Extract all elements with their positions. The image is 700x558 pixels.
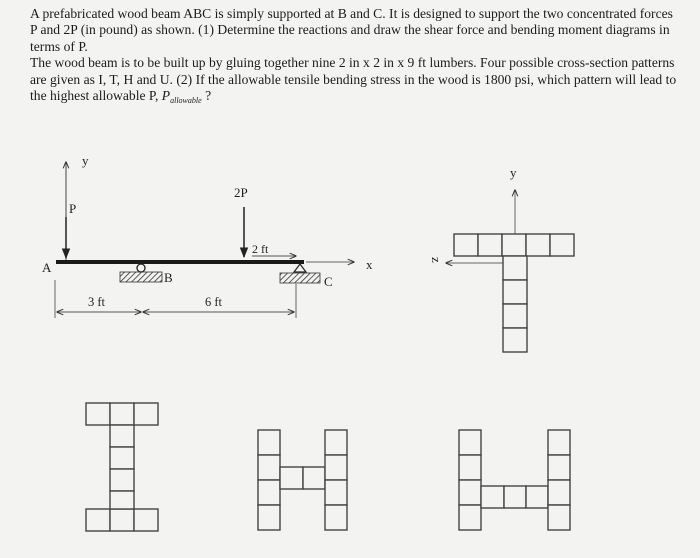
t-block xyxy=(454,234,478,256)
u-block xyxy=(548,480,570,505)
problem-part2: The wood beam is to be built up by gluing together nine 2 in x 2 in x 9 ft lumbers. Four possible cross-section patterns are given as I, T, H and U. (2) If the allowable tensile bending stress in the wood is 1800 psi, which pattern will lead to the highest allowable P, $P_{allowable}$ ? xyxy=(30,55,677,106)
t-block xyxy=(502,234,526,256)
h-block xyxy=(325,505,347,530)
u-block xyxy=(459,505,481,530)
force-p-label: P xyxy=(69,201,77,216)
h-block xyxy=(325,430,347,455)
dim-ab-label: 3 ft xyxy=(88,295,106,309)
i-section xyxy=(86,403,158,531)
point-b-label: B xyxy=(164,270,173,285)
t-block xyxy=(503,328,527,352)
i-block xyxy=(110,509,134,531)
h-block xyxy=(303,467,325,489)
i-block xyxy=(110,403,134,425)
t-block xyxy=(526,234,550,256)
u-block xyxy=(548,455,570,480)
i-block xyxy=(86,403,110,425)
dim-bc-label: 6 ft xyxy=(205,295,223,309)
t-block xyxy=(503,280,527,304)
t-block xyxy=(550,234,574,256)
i-block xyxy=(110,469,134,491)
h-block xyxy=(258,430,280,455)
i-block xyxy=(110,491,134,509)
h-block xyxy=(258,505,280,530)
u-block xyxy=(481,486,504,508)
y-axis-label: y xyxy=(82,153,89,168)
t-block xyxy=(478,234,502,256)
beam xyxy=(56,260,304,264)
i-block xyxy=(110,425,134,447)
h-block xyxy=(325,480,347,505)
pin-b xyxy=(137,264,145,272)
i-block xyxy=(110,447,134,469)
beam-diagram xyxy=(42,153,373,318)
problem-part1: A prefabricated wood beam ABC is simply supported at B and C. It is designed to support the two concentrated forces P and 2P (in pound) as shown. (1) Determine the reactions and draw the shear force and bending moment diagrams in terms of P. xyxy=(30,6,673,54)
support-c xyxy=(280,273,320,283)
t-z-label: z xyxy=(429,257,444,263)
point-c-label: C xyxy=(324,274,333,289)
u-section xyxy=(459,430,570,530)
h-block xyxy=(325,455,347,480)
u-block xyxy=(459,430,481,455)
p-allowable-symbol: $P_{allowable}$ xyxy=(161,88,202,106)
u-block xyxy=(548,505,570,530)
x-axis-label: x xyxy=(366,257,373,272)
u-block xyxy=(459,455,481,480)
t-block xyxy=(503,256,527,280)
dim-load-label: 2 ft xyxy=(252,242,269,256)
h-block xyxy=(280,467,303,489)
u-block xyxy=(548,430,570,455)
point-a-label: A xyxy=(42,260,52,275)
i-block xyxy=(86,509,110,531)
u-block xyxy=(459,480,481,505)
force-2p-label: 2P xyxy=(234,185,248,200)
i-block xyxy=(134,403,158,425)
h-block xyxy=(258,480,280,505)
t-block xyxy=(503,304,527,328)
u-block xyxy=(526,486,548,508)
support-b xyxy=(120,272,162,282)
t-section xyxy=(429,165,574,352)
i-block xyxy=(134,509,158,531)
roller-c xyxy=(294,264,306,272)
u-block xyxy=(504,486,526,508)
h-section xyxy=(258,430,347,530)
h-block xyxy=(258,455,280,480)
t-y-label: y xyxy=(510,165,517,180)
